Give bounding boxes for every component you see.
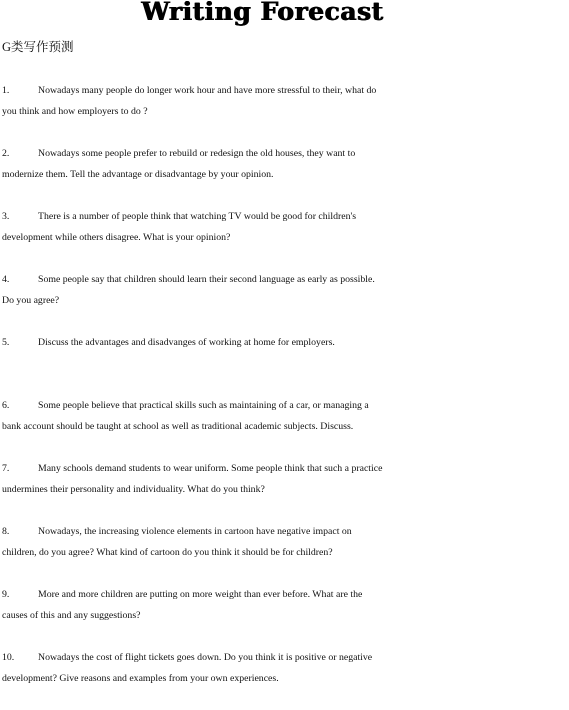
question-number: 9.: [2, 589, 10, 600]
question-text: Nowadays many people do longer work hour and have more stressful to their, what do: [38, 85, 377, 96]
question-line-continued: development while others disagree. What is your opinion?: [2, 232, 231, 243]
page-subtitle: G类写作预测: [2, 40, 74, 54]
question-line: [2, 143, 568, 164]
question-number: 5.: [2, 337, 10, 348]
question-text: Many schools demand students to wear uniform. Some people think that such a practice: [38, 463, 383, 474]
question-number: 6.: [2, 400, 10, 411]
question-number: 8.: [2, 526, 10, 537]
question-text: Discuss the advantages and disadvanges of working at home for employers.: [38, 337, 335, 348]
question-item-10: [2, 647, 568, 710]
question-item-3: [2, 206, 568, 269]
question-line-continued: [2, 353, 568, 374]
question-item-9: [2, 584, 568, 647]
question-item-6: [2, 395, 568, 458]
page-title: Writing Forecast: [141, 0, 384, 26]
question-line: [2, 269, 568, 290]
question-line: [2, 521, 568, 542]
question-item-7: [2, 458, 568, 521]
question-line-continued: modernize them. Tell the advantage or disadvantage by your opinion.: [2, 169, 274, 180]
question-list: [2, 80, 568, 710]
question-number: 7.: [2, 463, 10, 474]
question-line-continued: undermines their personality and individuality. What do you think?: [2, 484, 265, 495]
question-line-continued: children, do you agree? What kind of cartoon do you think it should be for children?: [2, 547, 333, 558]
question-item-4: [2, 269, 568, 332]
question-line: [2, 332, 568, 353]
question-line-continued: development? Give reasons and examples from your own experiences.: [2, 673, 279, 684]
question-number: 2.: [2, 148, 10, 159]
question-number: 10.: [2, 652, 15, 663]
question-text: There is a number of people think that watching TV would be good for children's: [38, 211, 357, 222]
question-item-5: [2, 332, 568, 395]
question-line: [2, 206, 568, 227]
question-line: [2, 458, 568, 479]
question-item-1: [2, 80, 568, 143]
question-line-continued: you think and how employers to do ?: [2, 106, 148, 117]
question-text: Some people say that children should learn their second language as early as possible.: [38, 274, 375, 285]
question-line-continued: bank account should be taught at school as well as traditional academic subjects. Discuss.: [2, 421, 354, 432]
question-text: More and more children are putting on more weight than ever before. What are the: [38, 589, 363, 600]
question-line: [2, 395, 568, 416]
question-number: 3.: [2, 211, 10, 222]
question-item-2: [2, 143, 568, 206]
question-item-8: [2, 521, 568, 584]
question-text: Nowadays the cost of flight tickets goes down. Do you think it is positive or negative: [38, 652, 373, 663]
question-line: [2, 80, 568, 101]
question-text: Nowadays, the increasing violence elements in cartoon have negative impact on: [38, 526, 352, 537]
question-text: Some people believe that practical skills such as maintaining of a car, or managing a: [38, 400, 369, 411]
question-number: 1.: [2, 85, 10, 96]
question-line-continued: causes of this and any suggestions?: [2, 610, 141, 621]
question-line-continued: Do you agree?: [2, 295, 60, 306]
question-line: [2, 647, 568, 668]
question-text: Nowadays some people prefer to rebuild or redesign the old houses, they want to: [38, 148, 356, 159]
question-number: 4.: [2, 274, 10, 285]
question-line: [2, 584, 568, 605]
